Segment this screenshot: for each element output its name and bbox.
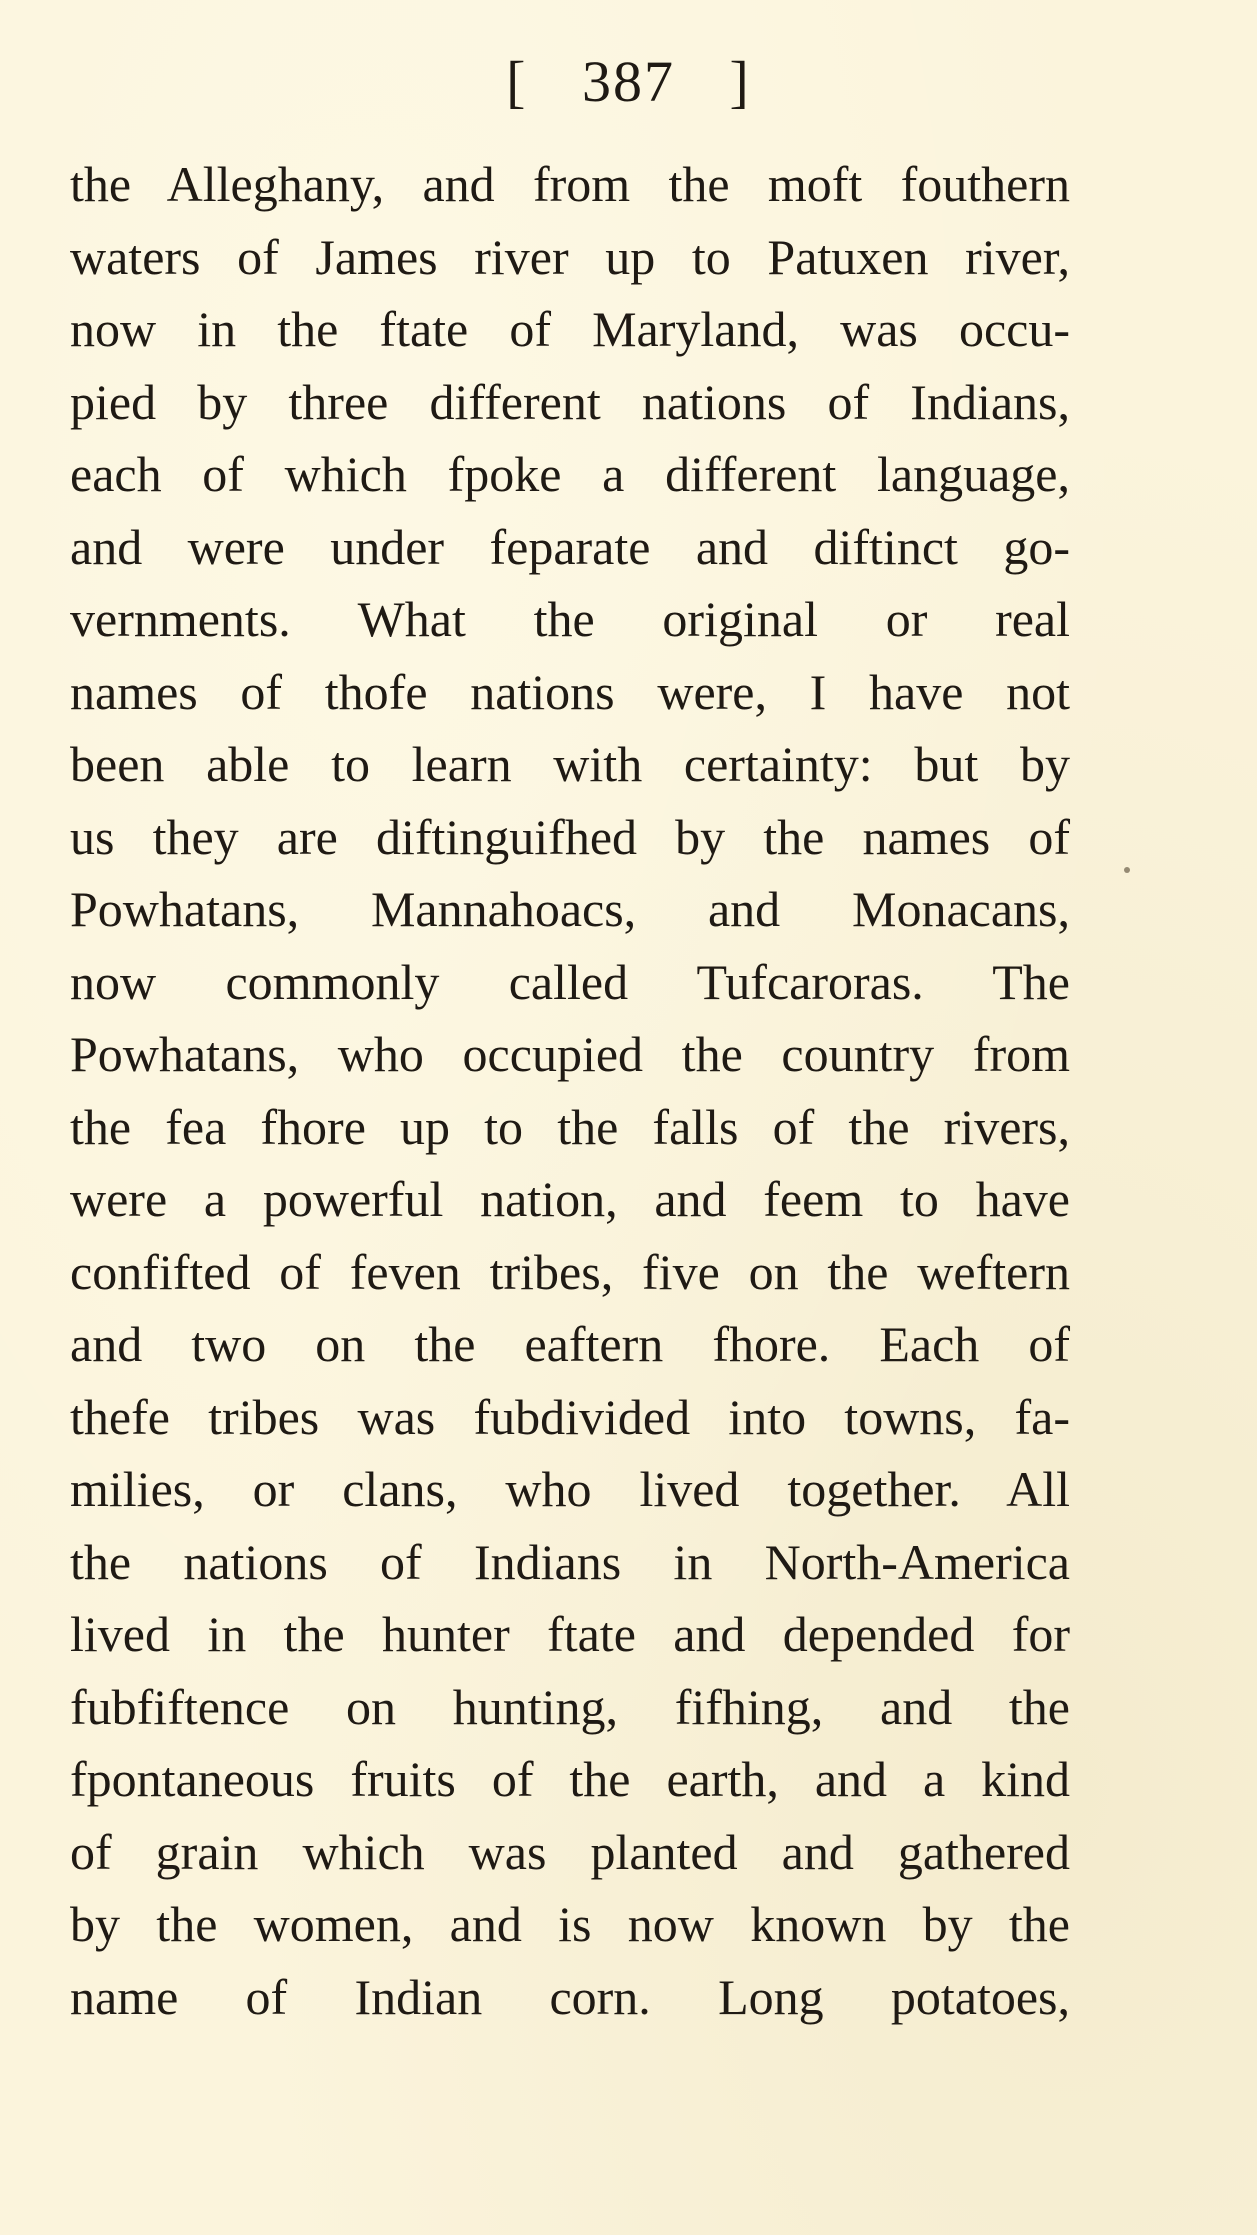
text-line: and were under feparate and diftinct go- — [70, 518, 1070, 575]
right-bracket: ] — [729, 49, 751, 114]
text-line: now commonly called Tufcaroras. The — [70, 953, 1070, 1010]
text-line: pied by three different nations of Indians, — [70, 373, 1070, 430]
text-line: the nations of Indians in North-America — [70, 1533, 1070, 1590]
text-line: vernments. What the original or real — [70, 591, 1070, 647]
text-line: confifted of feven tribes, five on the weftern — [70, 1243, 1070, 1300]
text-line: lived in the hunter ftate and depended for — [70, 1606, 1070, 1662]
page-number: 387 — [582, 49, 675, 114]
text-line: waters of James river up to Patuxen river, — [70, 228, 1070, 285]
text-line: thefe tribes was fubdivided into towns, fa- — [70, 1388, 1070, 1445]
text-line: the fea fhore up to the falls of the rivers, — [70, 1098, 1070, 1155]
left-bracket: [ — [506, 49, 528, 114]
text-line: the Alleghany, and from the moft fouthern — [70, 156, 1070, 212]
text-line: Powhatans, Mannahoacs, and Monacans, — [70, 881, 1070, 937]
text-line: and two on the eaftern fhore. Each of — [70, 1316, 1070, 1372]
text-line: been able to learn with certainty: but by — [70, 736, 1070, 792]
text-line: of grain which was planted and gathered — [70, 1823, 1070, 1880]
text-line: fpontaneous fruits of the earth, and a kind — [70, 1751, 1070, 1807]
page-number-header — [0, 48, 1257, 115]
text-line: names of thofe nations were, I have not — [70, 663, 1070, 720]
text-line: fubfiftence on hunting, fifhing, and the — [70, 1678, 1070, 1735]
text-line: milies, or clans, who lived together. All — [70, 1461, 1070, 1517]
text-line: now in the ftate of Maryland, was occu- — [70, 301, 1070, 357]
text-line: Powhatans, who occupied the country from — [70, 1026, 1070, 1082]
body-text — [70, 148, 1070, 2033]
ink-speck — [1124, 867, 1130, 873]
text-line: by the women, and is now known by the — [70, 1896, 1070, 1952]
text-line: each of which fpoke a different language, — [70, 446, 1070, 502]
text-line: us they are diftinguifhed by the names of — [70, 808, 1070, 865]
text-line: were a powerful nation, and feem to have — [70, 1171, 1070, 1227]
text-line: name of Indian corn. Long potatoes, — [70, 1968, 1070, 2025]
